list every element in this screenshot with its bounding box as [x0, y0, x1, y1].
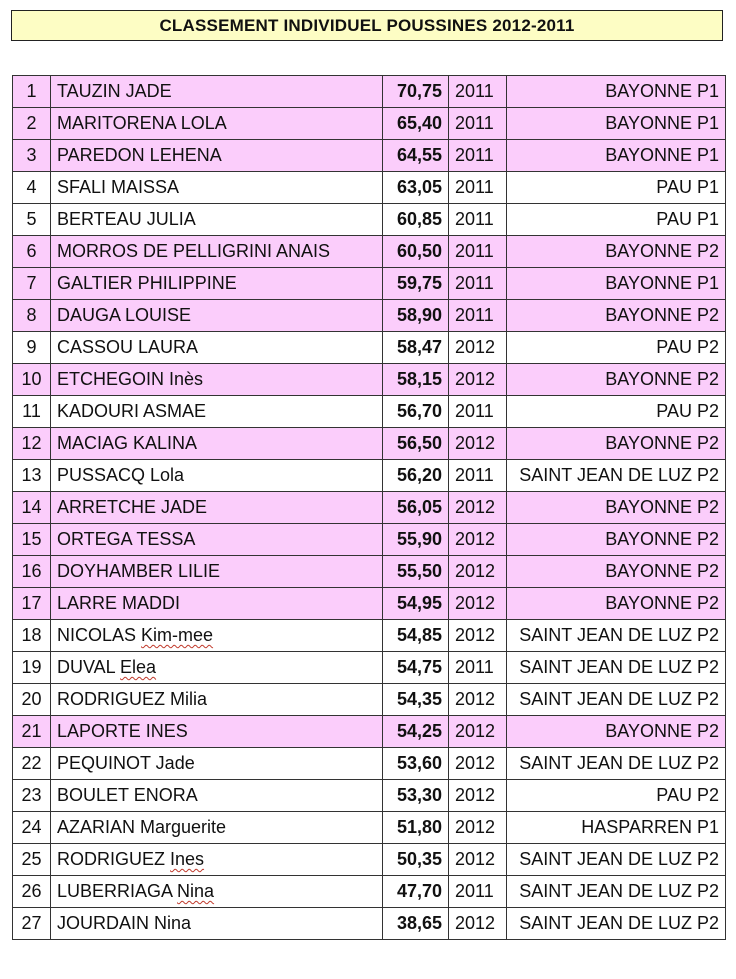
score-cell: 56,20	[383, 460, 449, 492]
name-cell: DOYHAMBER LILIE	[51, 556, 383, 588]
table-row	[13, 268, 726, 300]
score-cell: 64,55	[383, 140, 449, 172]
name-cell: LARRE MADDI	[51, 588, 383, 620]
rank-cell: 18	[13, 620, 51, 652]
score-cell: 51,80	[383, 812, 449, 844]
club-cell: BAYONNE P2	[507, 524, 726, 556]
rank-cell: 5	[13, 204, 51, 236]
score-cell: 56,70	[383, 396, 449, 428]
score-cell: 70,75	[383, 76, 449, 108]
name-cell: JOURDAIN Nina	[51, 908, 383, 940]
year-cell: 2012	[449, 844, 507, 876]
name-cell: AZARIAN Marguerite	[51, 812, 383, 844]
spellcheck-marked-text: Kim-mee	[141, 625, 214, 645]
score-cell: 56,50	[383, 428, 449, 460]
club-cell: BAYONNE P2	[507, 556, 726, 588]
table-row	[13, 812, 726, 844]
name-cell	[51, 620, 383, 652]
name-cell	[51, 652, 383, 684]
table-row	[13, 748, 726, 780]
year-cell: 2012	[449, 524, 507, 556]
club-cell: BAYONNE P1	[507, 108, 726, 140]
rank-cell: 15	[13, 524, 51, 556]
table-row	[13, 300, 726, 332]
score-cell: 60,50	[383, 236, 449, 268]
name-cell: ETCHEGOIN Inès	[51, 364, 383, 396]
name-cell: BERTEAU JULIA	[51, 204, 383, 236]
name-cell: MORROS DE PELLIGRINI ANAIS	[51, 236, 383, 268]
club-cell: BAYONNE P2	[507, 236, 726, 268]
rank-cell: 26	[13, 876, 51, 908]
rank-cell: 21	[13, 716, 51, 748]
score-cell: 47,70	[383, 876, 449, 908]
club-cell: SAINT JEAN DE LUZ P2	[507, 876, 726, 908]
score-cell: 58,90	[383, 300, 449, 332]
year-cell: 2011	[449, 396, 507, 428]
year-cell: 2011	[449, 76, 507, 108]
spellcheck-marked-text: Nina	[177, 881, 215, 901]
year-cell: 2011	[449, 652, 507, 684]
score-cell: 53,30	[383, 780, 449, 812]
name-cell: MACIAG KALINA	[51, 428, 383, 460]
table-row	[13, 844, 726, 876]
name-text: RODRIGUEZ	[57, 849, 171, 869]
name-cell: BOULET ENORA	[51, 780, 383, 812]
table-row	[13, 332, 726, 364]
year-cell: 2011	[449, 204, 507, 236]
rank-cell: 6	[13, 236, 51, 268]
club-cell: BAYONNE P2	[507, 588, 726, 620]
score-cell: 60,85	[383, 204, 449, 236]
rank-cell: 14	[13, 492, 51, 524]
score-cell: 54,85	[383, 620, 449, 652]
year-cell: 2012	[449, 364, 507, 396]
rank-cell: 24	[13, 812, 51, 844]
club-cell: PAU P1	[507, 172, 726, 204]
score-cell: 65,40	[383, 108, 449, 140]
rank-cell: 13	[13, 460, 51, 492]
table-row	[13, 236, 726, 268]
year-cell: 2012	[449, 588, 507, 620]
name-cell: DAUGA LOUISE	[51, 300, 383, 332]
club-cell: SAINT JEAN DE LUZ P2	[507, 460, 726, 492]
rank-cell: 10	[13, 364, 51, 396]
club-cell: SAINT JEAN DE LUZ P2	[507, 684, 726, 716]
table-row	[13, 588, 726, 620]
year-cell: 2012	[449, 556, 507, 588]
rank-cell: 7	[13, 268, 51, 300]
club-cell: BAYONNE P2	[507, 364, 726, 396]
rank-cell: 25	[13, 844, 51, 876]
club-cell: PAU P2	[507, 332, 726, 364]
table-row	[13, 780, 726, 812]
year-cell: 2012	[449, 620, 507, 652]
rank-cell: 23	[13, 780, 51, 812]
club-cell: PAU P1	[507, 204, 726, 236]
club-cell: PAU P2	[507, 396, 726, 428]
year-cell: 2012	[449, 492, 507, 524]
year-cell: 2012	[449, 908, 507, 940]
name-text: DUVAL	[57, 657, 121, 677]
rank-cell: 20	[13, 684, 51, 716]
rank-cell: 3	[13, 140, 51, 172]
spellcheck-marked-text: Ines	[170, 849, 205, 869]
name-cell: PAREDON LEHENA	[51, 140, 383, 172]
rank-cell: 2	[13, 108, 51, 140]
name-cell: KADOURI ASMAE	[51, 396, 383, 428]
page-title: CLASSEMENT INDIVIDUEL POUSSINES 2012-2011	[11, 10, 723, 41]
rank-cell: 17	[13, 588, 51, 620]
table-row	[13, 556, 726, 588]
year-cell: 2011	[449, 876, 507, 908]
rank-cell: 8	[13, 300, 51, 332]
year-cell: 2011	[449, 300, 507, 332]
name-cell: TAUZIN JADE	[51, 76, 383, 108]
table-row	[13, 172, 726, 204]
score-cell: 38,65	[383, 908, 449, 940]
score-cell: 54,75	[383, 652, 449, 684]
name-cell: PUSSACQ Lola	[51, 460, 383, 492]
name-cell	[51, 844, 383, 876]
rank-cell: 9	[13, 332, 51, 364]
club-cell: BAYONNE P1	[507, 140, 726, 172]
score-cell: 58,15	[383, 364, 449, 396]
club-cell: BAYONNE P2	[507, 428, 726, 460]
rank-cell: 19	[13, 652, 51, 684]
rank-cell: 4	[13, 172, 51, 204]
score-cell: 56,05	[383, 492, 449, 524]
score-cell: 54,25	[383, 716, 449, 748]
score-cell: 50,35	[383, 844, 449, 876]
year-cell: 2011	[449, 172, 507, 204]
club-cell: BAYONNE P2	[507, 716, 726, 748]
score-cell: 53,60	[383, 748, 449, 780]
name-cell: ORTEGA TESSA	[51, 524, 383, 556]
name-cell: CASSOU LAURA	[51, 332, 383, 364]
year-cell: 2012	[449, 684, 507, 716]
name-cell: LAPORTE INES	[51, 716, 383, 748]
name-cell: MARITORENA LOLA	[51, 108, 383, 140]
table-row	[13, 652, 726, 684]
year-cell: 2012	[449, 332, 507, 364]
ranking-table	[12, 75, 726, 940]
club-cell: SAINT JEAN DE LUZ P2	[507, 652, 726, 684]
club-cell: HASPARREN P1	[507, 812, 726, 844]
year-cell: 2012	[449, 780, 507, 812]
year-cell: 2012	[449, 716, 507, 748]
year-cell: 2012	[449, 748, 507, 780]
name-cell: ARRETCHE JADE	[51, 492, 383, 524]
table-row	[13, 460, 726, 492]
name-cell: PEQUINOT Jade	[51, 748, 383, 780]
year-cell: 2011	[449, 108, 507, 140]
table-row	[13, 140, 726, 172]
club-cell: BAYONNE P2	[507, 492, 726, 524]
club-cell: PAU P2	[507, 780, 726, 812]
table-row	[13, 428, 726, 460]
table-row	[13, 876, 726, 908]
score-cell: 55,90	[383, 524, 449, 556]
spellcheck-marked-text: Elea	[120, 657, 157, 677]
table-row	[13, 492, 726, 524]
score-cell: 54,35	[383, 684, 449, 716]
name-cell: SFALI MAISSA	[51, 172, 383, 204]
year-cell: 2011	[449, 140, 507, 172]
score-cell: 58,47	[383, 332, 449, 364]
name-cell: GALTIER PHILIPPINE	[51, 268, 383, 300]
name-cell: RODRIGUEZ Milia	[51, 684, 383, 716]
year-cell: 2012	[449, 428, 507, 460]
table-row	[13, 108, 726, 140]
ranking-table-body	[13, 76, 726, 940]
year-cell: 2012	[449, 812, 507, 844]
table-row	[13, 908, 726, 940]
score-cell: 54,95	[383, 588, 449, 620]
table-row	[13, 524, 726, 556]
year-cell: 2011	[449, 236, 507, 268]
score-cell: 55,50	[383, 556, 449, 588]
score-cell: 63,05	[383, 172, 449, 204]
name-text: LUBERRIAGA	[57, 881, 178, 901]
table-row	[13, 716, 726, 748]
year-cell: 2011	[449, 268, 507, 300]
club-cell: BAYONNE P1	[507, 268, 726, 300]
table-row	[13, 684, 726, 716]
rank-cell: 22	[13, 748, 51, 780]
club-cell: BAYONNE P2	[507, 300, 726, 332]
club-cell: SAINT JEAN DE LUZ P2	[507, 748, 726, 780]
rank-cell: 11	[13, 396, 51, 428]
table-row	[13, 396, 726, 428]
rank-cell: 16	[13, 556, 51, 588]
club-cell: BAYONNE P1	[507, 76, 726, 108]
table-row	[13, 620, 726, 652]
name-cell	[51, 876, 383, 908]
name-text: NICOLAS	[57, 625, 142, 645]
club-cell: SAINT JEAN DE LUZ P2	[507, 844, 726, 876]
rank-cell: 12	[13, 428, 51, 460]
score-cell: 59,75	[383, 268, 449, 300]
rank-cell: 27	[13, 908, 51, 940]
club-cell: SAINT JEAN DE LUZ P2	[507, 908, 726, 940]
year-cell: 2011	[449, 460, 507, 492]
club-cell: SAINT JEAN DE LUZ P2	[507, 620, 726, 652]
rank-cell: 1	[13, 76, 51, 108]
table-row	[13, 364, 726, 396]
table-row	[13, 76, 726, 108]
table-row	[13, 204, 726, 236]
